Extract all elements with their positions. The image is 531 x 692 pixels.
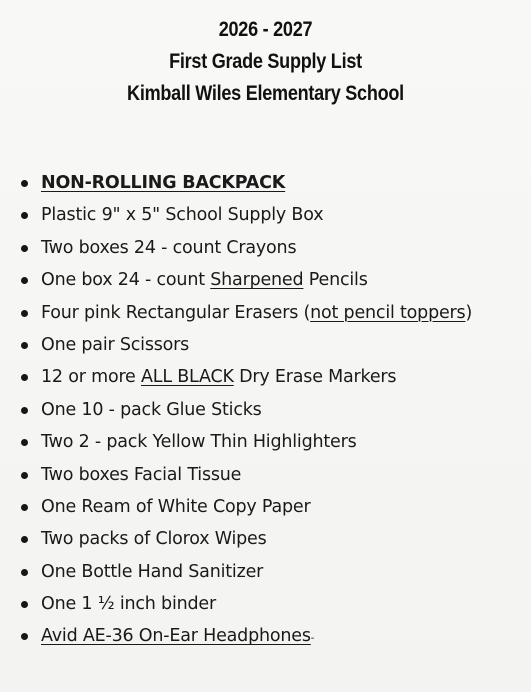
bullet-icon [21,310,28,317]
item-text-segment: One Bottle Hand Sanitizer [41,561,264,582]
bullet-icon [21,407,28,414]
supply-item-text [41,329,189,361]
supply-item-text [41,459,241,491]
bullet-icon [21,212,28,219]
underlined-text: Sharpened [210,270,304,291]
item-text-segment: One Ream of White Copy Paper [41,496,311,517]
underlined-text: Avid AE-36 On-Ear Headphones [41,626,311,647]
bullet-icon [21,536,28,543]
bullet-icon [21,374,28,381]
item-text-segment: One box 24 - count [41,270,211,291]
bullet-icon [21,633,28,640]
supply-item-text [41,394,262,426]
supply-item-text [41,232,296,264]
item-text-segment: One 10 - pack Glue Sticks [41,399,262,420]
supply-item-text [41,523,267,555]
item-text-segment: Plastic 9" x 5" School Supply Box [41,205,324,226]
item-text-segment: One pair Scissors [41,334,190,355]
list-title: First Grade Supply List [169,50,362,73]
bullet-icon [21,601,28,608]
item-text-segment: ) [465,302,473,323]
school-name: Kimball Wiles Elementary School [127,82,404,105]
bullet-icon [21,504,28,511]
supply-item-text [41,426,357,458]
supply-item-text [41,588,216,620]
bullet-icon [21,277,28,284]
item-text-segment: Two 2 - pack Yellow Thin Highlighters [41,432,357,453]
supply-item-text [41,167,285,199]
supply-item-text [41,491,310,523]
underlined-text: NON-ROLLING BACKPACK [41,173,286,193]
supply-item-text [41,620,314,655]
item-text-segment: Two boxes 24 - count Crayons [41,237,297,258]
bullet-icon [21,342,28,349]
supply-item-text [41,361,396,393]
item-text-segment: 12 or more [41,367,141,388]
bullet-icon [21,439,28,446]
document-header [0,14,531,110]
supply-item-text [41,556,263,588]
underlined-text: not pencil toppers [310,302,466,323]
supply-item-text [41,297,472,329]
underlined-text: ALL BLACK [141,367,234,388]
school-year: 2026 - 2027 [218,18,313,41]
bullet-icon [21,569,28,576]
bullet-icon [21,245,28,252]
bullet-icon [21,180,28,187]
bullet-icon [21,472,28,479]
item-text-segment: Dry Erase Markers [233,367,397,388]
item-text-segment: - [310,633,315,645]
item-text-segment: Two packs of Clorox Wipes [41,529,267,550]
item-text-segment: One 1 ½ inch binder [41,594,216,615]
supply-item-text [41,199,323,231]
item-text-segment: Two boxes Facial Tissue [41,464,242,485]
supply-item-text [41,264,368,296]
item-text-segment: Four pink Rectangular Erasers ( [41,302,311,323]
item-text-segment: Pencils [303,270,368,291]
